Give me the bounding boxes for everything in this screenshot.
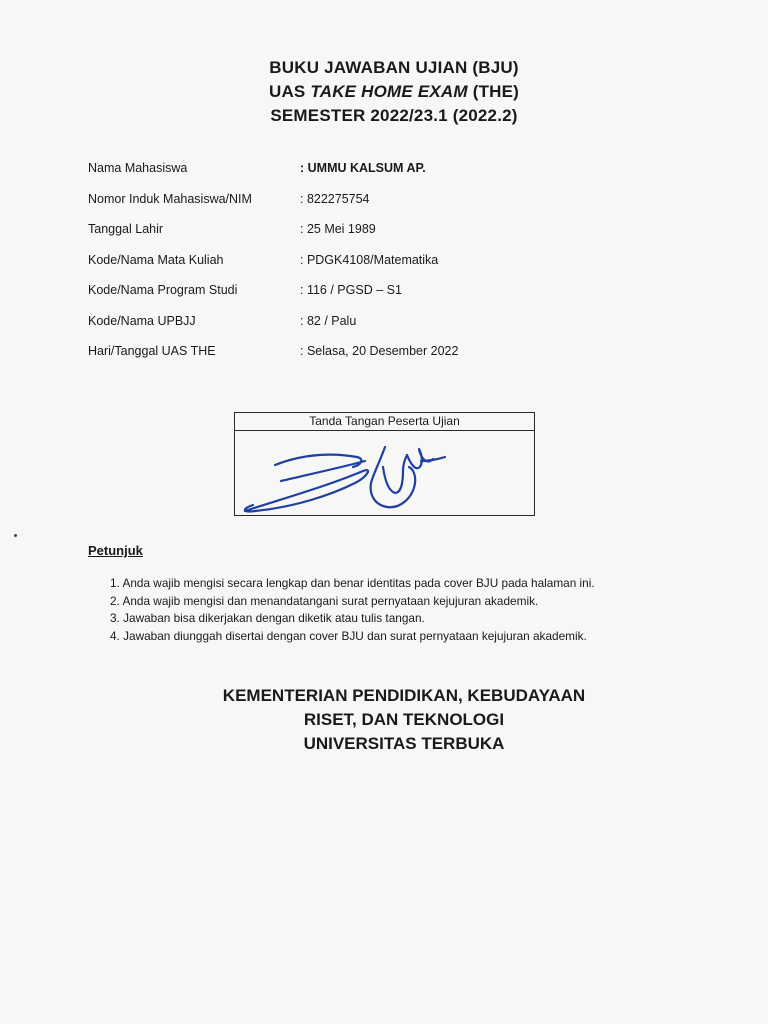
identity-row-program bbox=[88, 283, 688, 314]
institution-footer bbox=[0, 684, 768, 756]
identity-value: : Selasa, 20 Desember 2022 bbox=[300, 344, 459, 358]
identity-label: Kode/Nama UPBJJ bbox=[88, 313, 196, 328]
instruction-item: 4. Jawaban diunggah disertai dengan cover BJU dan surat pernyataan kejujuran akademik. bbox=[110, 628, 587, 643]
title-line-1: BUKU JAWABAN UJIAN (BJU) bbox=[269, 58, 519, 77]
identity-value: : 82 / Palu bbox=[300, 313, 357, 328]
signature-box bbox=[234, 412, 535, 516]
title-line-2-italic: TAKE HOME EXAM bbox=[310, 82, 468, 101]
identity-row-name bbox=[88, 161, 688, 192]
footer-line-1: KEMENTERIAN PENDIDIKAN, KEBUDAYAAN bbox=[222, 686, 586, 705]
identity-label: Nomor Induk Mahasiswa/NIM bbox=[88, 191, 252, 206]
title-line-3: SEMESTER 2022/23.1 (2022.2) bbox=[270, 106, 518, 125]
identity-value: : 25 Mei 1989 bbox=[300, 222, 376, 236]
title-line-2-suffix: (THE) bbox=[467, 82, 520, 101]
title-line-2 bbox=[0, 80, 768, 104]
scan-speck bbox=[14, 534, 17, 537]
identity-value: : 822275754 bbox=[300, 191, 370, 206]
instructions-title: Petunjuk bbox=[88, 543, 143, 558]
handwritten-signature bbox=[235, 431, 534, 515]
identity-label: Nama Mahasiswa bbox=[88, 161, 188, 175]
signature-header: Tanda Tangan Peserta Ujian bbox=[235, 413, 534, 431]
document-title bbox=[0, 56, 768, 128]
identity-row-nim bbox=[88, 192, 688, 223]
identity-label: Kode/Nama Mata Kuliah bbox=[88, 252, 224, 267]
title-line-2-prefix: UAS bbox=[268, 82, 311, 101]
identity-label: Kode/Nama Program Studi bbox=[88, 283, 238, 297]
identity-value: : UMMU KALSUM AP. bbox=[300, 161, 426, 175]
footer-line-2: RISET, DAN TEKNOLOGI bbox=[303, 710, 505, 729]
instructions-list bbox=[110, 575, 595, 645]
identity-row-birthdate bbox=[88, 222, 688, 253]
identity-row-course bbox=[88, 253, 688, 284]
instruction-item: 3. Jawaban bisa dikerjakan dengan diketik atau tulis tangan. bbox=[110, 611, 425, 625]
identity-value: : 116 / PGSD – S1 bbox=[300, 283, 402, 297]
identity-row-upbjj bbox=[88, 314, 688, 345]
identity-label: Hari/Tanggal UAS THE bbox=[88, 344, 216, 358]
instruction-item: 1. Anda wajib mengisi secara lengkap dan benar identitas pada cover BJU pada halaman ini. bbox=[110, 576, 595, 590]
identity-row-exam-date bbox=[88, 344, 688, 375]
identity-value: : PDGK4108/Matematika bbox=[300, 252, 439, 267]
instruction-item: 2. Anda wajib mengisi dan menandatangani surat pernyataan kejujuran akademik. bbox=[110, 593, 539, 608]
footer-line-3: UNIVERSITAS TERBUKA bbox=[303, 734, 505, 753]
identity-label: Tanggal Lahir bbox=[88, 222, 164, 236]
identity-table bbox=[88, 161, 688, 375]
